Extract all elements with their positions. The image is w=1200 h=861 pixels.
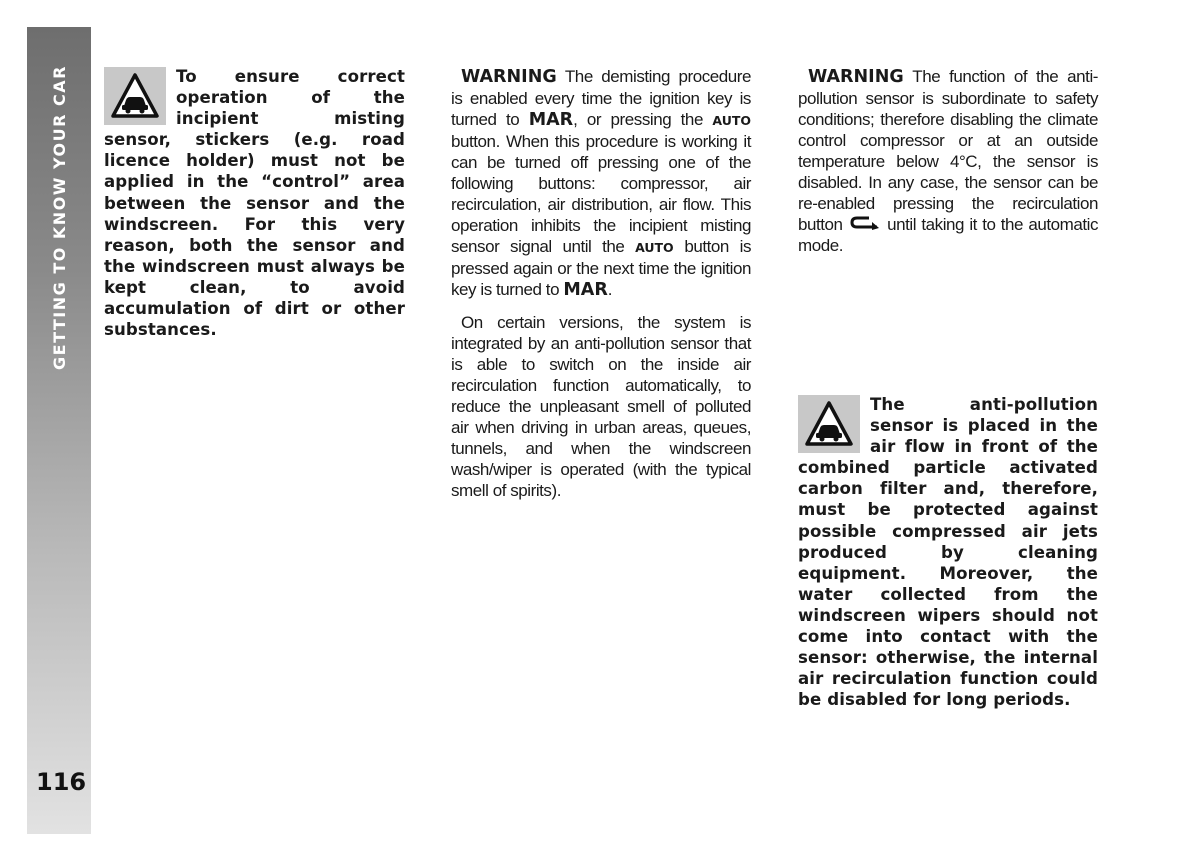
warning-box xyxy=(798,394,1098,710)
recirculation-icon xyxy=(850,214,880,235)
demisting-warning-paragraph xyxy=(451,66,751,301)
warning-box xyxy=(104,66,405,340)
column-2 xyxy=(451,66,751,501)
text-segment: button. When this procedure is working it can be turned off pressing one of the following buttons: compressor, air recirculation, air distribution, air flow. This operation inhibits the incipient misting sensor signal until the xyxy=(451,132,751,256)
warning-label: WARNING xyxy=(808,67,904,87)
anti-pollution-paragraph: On certain versions, the system is integrated by an anti-pollution sensor that is able to switch on the inside air recirculation function automatically, to reduce the unpleasant smell of polluted air when driving in urban areas, queues, tunnels, and when the windscreen wash/wiper is operated (with the typical smell of spirits). xyxy=(451,313,751,500)
text-segment: , or pressing the xyxy=(573,110,713,129)
text-segment: button is pressed again or the next time the ignition key is turned to xyxy=(451,237,751,299)
page-number: 116 xyxy=(36,768,87,796)
anti-pollution-warning-paragraph xyxy=(798,66,1098,256)
auto-keyword: AUTO xyxy=(635,240,674,255)
section-title-container xyxy=(27,27,91,407)
text-segment: until taking it to the automatic mode. xyxy=(798,215,1098,255)
warning-text: To ensure correct operation of the incipient misting sensor, stickers (e.g. road licence holder) must not be applied in the “control” area between the sensor and the windscreen. For this very reason, both the sensor and the windscreen must always be kept clean, to avoid accumulation of dirt or other substances. xyxy=(104,67,405,340)
mar-keyword: MAR xyxy=(563,280,608,300)
section-title: GETTING TO KNOW YOUR CAR xyxy=(49,64,69,370)
column-3 xyxy=(798,66,1098,256)
column-1 xyxy=(104,66,405,340)
text-segment: . xyxy=(607,280,613,299)
sidebar xyxy=(27,27,91,834)
warning-label: WARNING xyxy=(461,67,557,87)
mar-keyword: MAR xyxy=(528,110,574,130)
text-segment: The function of the anti-pollution sensor is subordinate to safety conditions; therefore disabling the climate control compressor or at an outside temperature below 4°C, the sensor is disabled. In any case, the sensor can be re-enabled pressing the recirculation button xyxy=(798,67,1098,234)
car-on-slippery-road-warning-icon xyxy=(798,395,860,453)
warning-text: The anti-pollution sensor is placed in the air flow in front of the combined particle activated carbon filter and, therefore, must be protected against possible compressed air jets produced by cleaning equipment. Moreover, the water collected from the windscreen wipers should not come into contact with the sensor: otherwise, the internal air recirculation function could be disabled for long periods. xyxy=(798,395,1098,710)
text-segment: The demisting procedure is enabled every time the ignition key is turned to xyxy=(451,67,751,129)
auto-keyword: AUTO xyxy=(712,113,751,128)
car-on-slippery-road-warning-icon xyxy=(104,67,166,125)
